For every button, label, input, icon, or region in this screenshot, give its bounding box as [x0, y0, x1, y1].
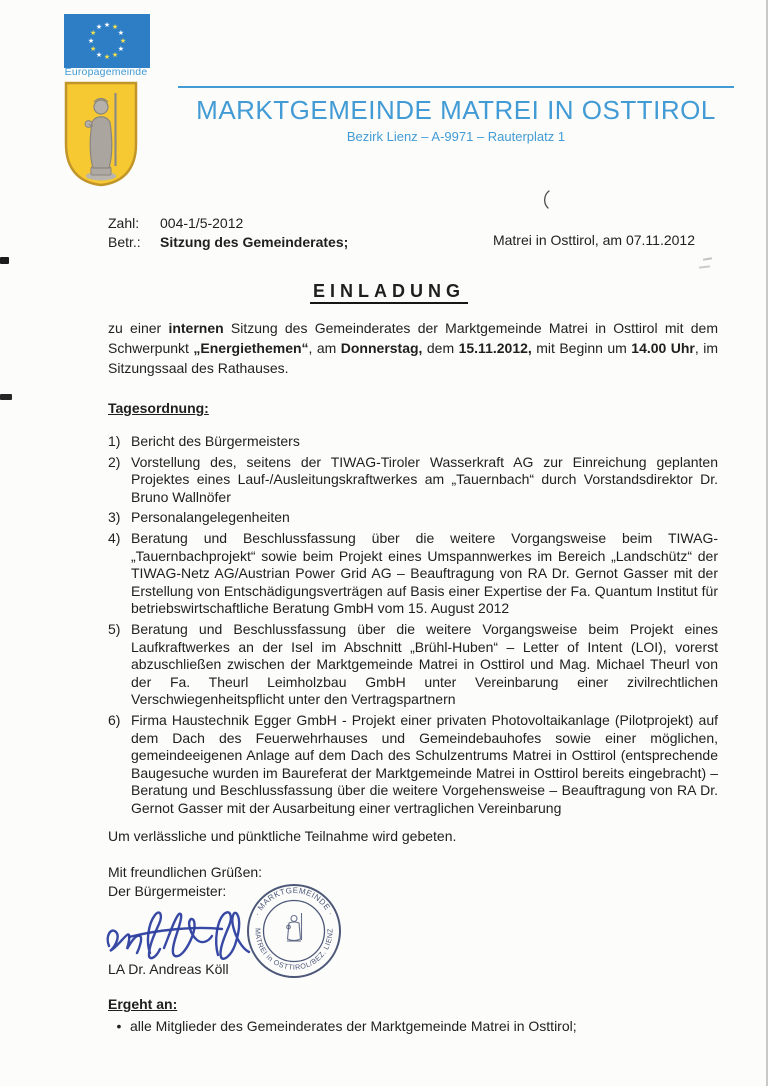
svg-text:★: ★: [89, 29, 97, 37]
letterhead-rule: [178, 86, 734, 88]
scan-mark: [0, 394, 12, 400]
svg-text:★: ★: [103, 21, 111, 29]
eu-flag-logo: [64, 14, 150, 68]
agenda-item: [108, 509, 718, 527]
svg-text:★: ★: [89, 45, 97, 53]
svg-text:★: ★: [95, 50, 103, 59]
letterhead: [178, 86, 734, 144]
agenda-item: [108, 621, 718, 709]
invitation-intro: zu einer internen Sitzung des Gemeinderates der Marktgemeinde Matrei in Osttirol mit dem Schwerpunkt „Energiethemen“, am Donnerstag, dem 15.11.2012, mit Beginn um 14.00 Uhr, im Sitzungssaal des Rathauses.: [108, 320, 718, 376]
agenda-item-text: Bericht des Bürgermeisters: [131, 433, 300, 449]
agenda-item: [108, 433, 718, 451]
letter-body: [108, 214, 718, 1036]
svg-text:★: ★: [103, 53, 111, 61]
signer-name: LA Dr. Andreas Köll: [108, 961, 229, 978]
invitation-heading-text: EINLADUNG: [310, 282, 468, 304]
place-date: Matrei in Osttirol, am 07.11.2012: [492, 232, 695, 248]
zahl-label: Zahl:: [108, 215, 140, 231]
svg-text:★: ★: [111, 23, 119, 32]
handwritten-signature: [102, 906, 252, 964]
svg-text:★: ★: [117, 29, 125, 37]
distribution-heading: Ergeht an:: [108, 996, 178, 1013]
eu-flag-caption: Europagemeinde: [64, 66, 148, 78]
svg-text:★: ★: [111, 50, 119, 59]
stamp-emblem-figure: [287, 913, 302, 941]
distribution-item-text: alle Mitglieder des Gemeinderates der Marktgemeinde Matrei in Osttirol;: [130, 1018, 577, 1035]
signer-role: Der Bürgermeister:: [108, 883, 227, 900]
svg-text:· MARKTGEMEINDE ·: [253, 886, 336, 917]
pen-mark: [541, 190, 553, 210]
betr-value: Sitzung des Gemeinderates;: [160, 234, 349, 250]
agenda-item-text: Firma Haustechnik Egger GmbH - Projekt einer privaten Photovoltaikanlage (Pilotprojekt) auf dem Dach des Feuerwehrhauses und Gemeindebauhofes sowie einer möglichen, gemeindeeigenen Anlage auf dem Dach des Schulzentrums Matrei in Osttirol (entsprechende Baugesuche wurden im Baureferat der Marktgemeinde Matrei in Osttirol bereits eingebracht) – Beratung und Beschlussfassung über die weitere Vorgehensweise – Beauftragung von RA Dr. Gernot Gasser mit der Ausarbeitung einer vertraglichen Vereinbarung: [131, 711, 718, 816]
municipal-stamp: [244, 881, 344, 981]
stamp-top-text: · MARKTGEMEINDE ·: [252, 886, 336, 918]
svg-text:★: ★: [87, 37, 95, 45]
agenda-item-number: 1): [108, 433, 121, 449]
attendance-request: Um verlässliche und pünktliche Teilnahme wird gebeten.: [108, 828, 457, 845]
zahl-value: 004-1/5-2012: [160, 215, 244, 231]
agenda-item-text: Vorstellung des, seitens der TIWAG-Tiroler Wasserkraft AG zur Einreichung geplanten Projektes eines Lauf-/Ausleitungskraftwerkes am „Tauernbach“ durch Vorstandsdirektor Dr. Bruno Wallnöfer: [131, 453, 718, 505]
scan-mark: [0, 257, 9, 264]
betr-label: Betr.:: [108, 234, 141, 250]
agenda-item-text: Beratung und Beschlussfassung über die weitere Vorgangsweise beim TIWAG-„Tauernbachprojekt“ sowie beim Projekt eines Umspannwerkes im Bereich „Landschütz“ der TIWAG-Netz AG/Austrian Power Grid AG – Beauftragung von RA Dr. Gernot Gasser mit der Erstellung von Entschädigungsverträgen auf Basis einer Expertise der Fa. Quantum Institut für betriebswirtschaftliche Beratung GmbH vom 15. August 2012: [131, 529, 718, 617]
agenda-item: [108, 454, 718, 507]
svg-text:MATREI in OSTTIROL/BEZ. LIENZ: [253, 928, 334, 972]
municipality-title: MARKTGEMEINDE MATREI IN OSTTIROL: [196, 95, 716, 125]
municipality-subtitle: Bezirk Lienz – A-9971 – Rauterplatz 1: [346, 129, 566, 144]
svg-text:★: ★: [119, 37, 127, 45]
agenda-item-number: 2): [108, 453, 121, 470]
bullet-icon: •: [116, 1018, 122, 1035]
agenda-item-number: 5): [108, 620, 121, 637]
svg-text:★: ★: [117, 45, 125, 53]
agenda-item-text: Beratung und Beschlussfassung über die weitere Vorgangsweise beim Projekt eines Laufkraftwerkes an der Isel im Abschnitt „Brühl-Huben“ – Letter of Intent (LOI), vorerst abzuschließen zwischen der Marktgemeinde Matrei in Osttirol und Mag. Michael Theurl von der Fa. Theurl Leimholzbau GmbH unter Vereinbarung einer zivilrechtlichen Verschwiegenheitspflicht unter den Vertragspartnern: [131, 620, 718, 708]
distribution-item: [108, 1017, 718, 1036]
closing-greeting: Mit freundlichen Grüßen:: [108, 864, 263, 881]
agenda-list: [108, 433, 718, 817]
municipal-coat-of-arms: [62, 80, 140, 188]
agenda-item-number: 6): [108, 711, 121, 728]
agenda-item: [108, 712, 718, 818]
agenda-item-text: Personalangelegenheiten: [131, 509, 290, 526]
invitation-heading: [84, 282, 694, 304]
stamp-bottom-text: MATREI in OSTTIROL/BEZ. LIENZ: [253, 928, 335, 973]
agenda-item-number: 4): [108, 529, 121, 546]
agenda-item-number: 3): [108, 509, 121, 526]
svg-text:★: ★: [95, 23, 103, 32]
agenda-heading: Tagesordnung:: [108, 400, 209, 416]
agenda-item: [108, 530, 718, 618]
